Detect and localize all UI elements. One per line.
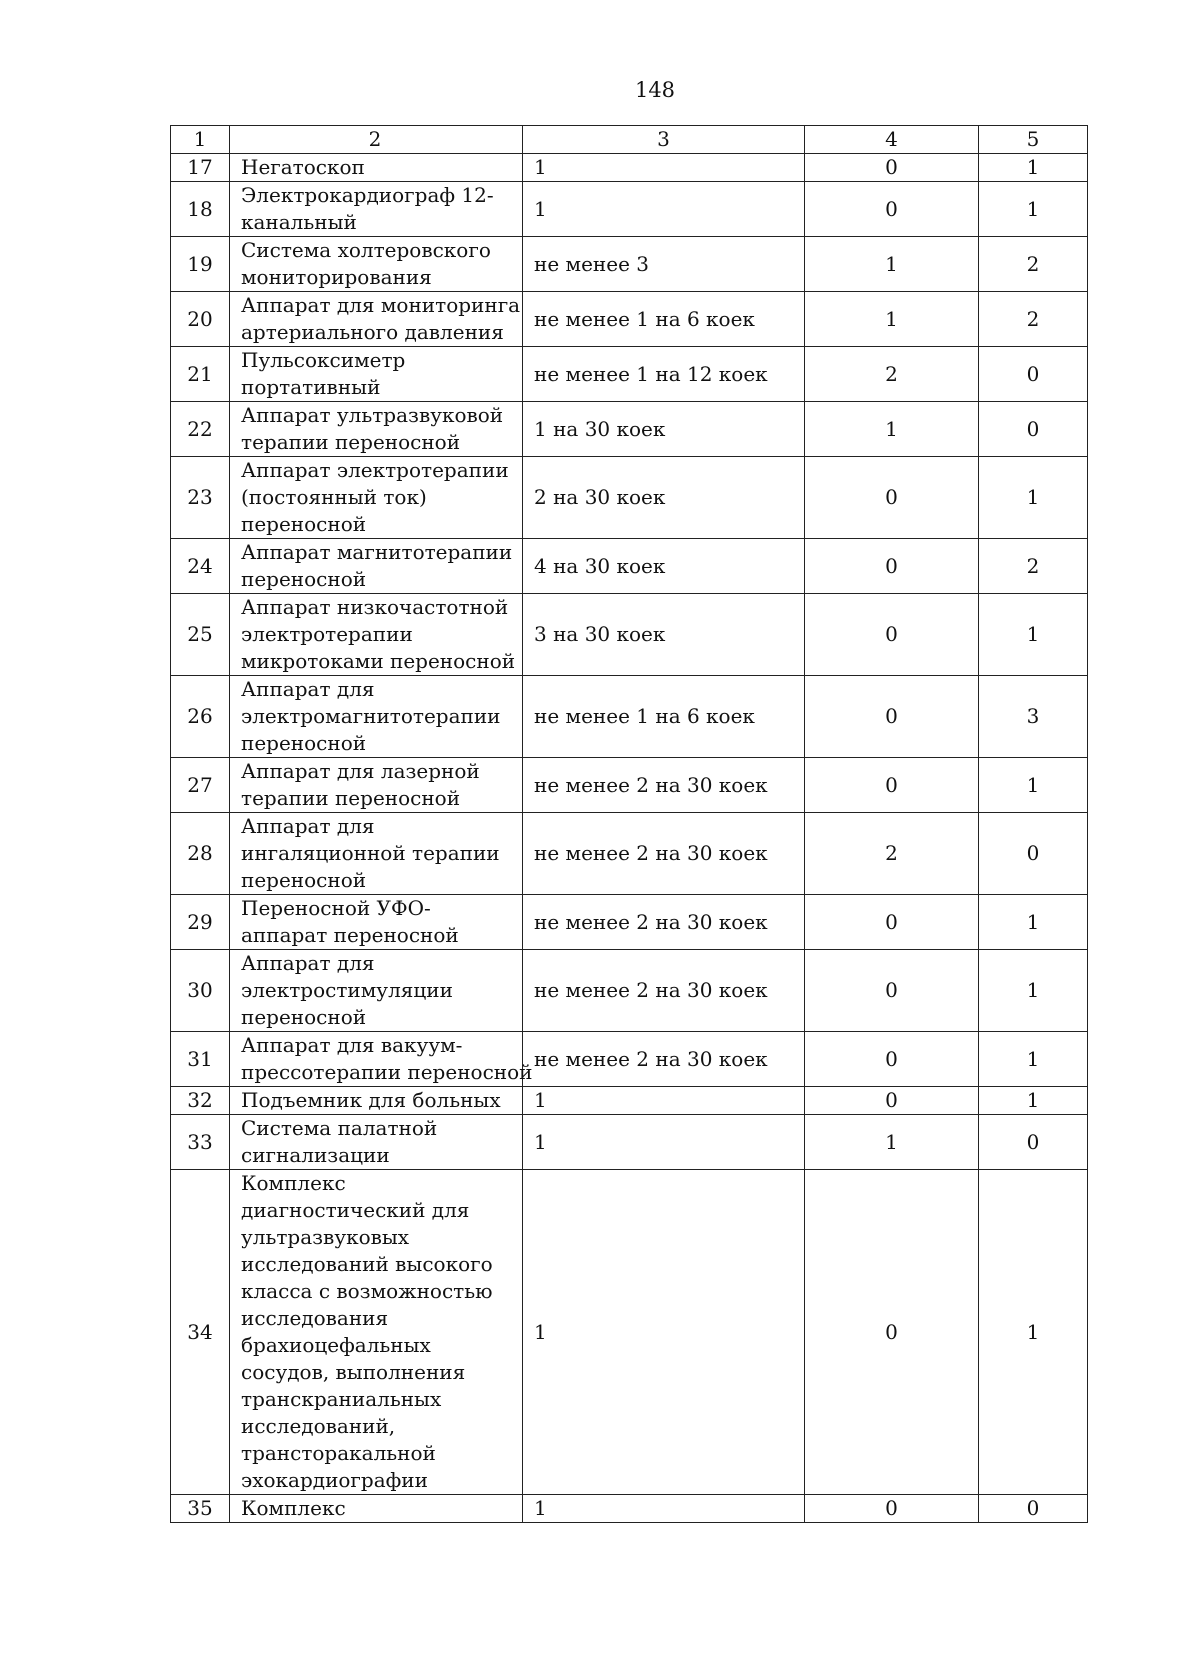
equipment-name-line: артериального давления — [241, 320, 504, 344]
table-row — [171, 292, 1088, 347]
row-number-cell: 27 — [171, 758, 230, 813]
quantity-cell: 1 — [523, 1170, 805, 1495]
equipment-name-line: Аппарат для лазерной — [241, 759, 480, 783]
equipment-name-line: ингаляционной терапии — [241, 841, 500, 865]
equipment-name-line: переносной — [241, 512, 367, 536]
table-row — [171, 1170, 1088, 1495]
equipment-name-cell — [230, 182, 523, 237]
equipment-name-line: переносной — [241, 567, 367, 591]
row-number-cell: 31 — [171, 1032, 230, 1087]
row-number-cell: 30 — [171, 950, 230, 1032]
equipment-name-line: терапии переносной — [241, 430, 461, 454]
column-5-cell: 0 — [979, 347, 1088, 402]
equipment-name-cell — [230, 1170, 523, 1495]
column-4-cell: 1 — [805, 1115, 979, 1170]
equipment-table-body — [171, 126, 1088, 1523]
column-4-cell: 0 — [805, 1032, 979, 1087]
quantity-cell: не менее 1 на 6 коек — [523, 676, 805, 758]
equipment-name-line: Аппарат для мониторинга — [241, 293, 521, 317]
equipment-name-line: сигнализации — [241, 1143, 390, 1167]
quantity-cell: не менее 2 на 30 коек — [523, 758, 805, 813]
table-row — [171, 594, 1088, 676]
equipment-name-line: переносной — [241, 868, 367, 892]
column-4-cell: 0 — [805, 182, 979, 237]
table-row — [171, 1032, 1088, 1087]
table-row — [171, 347, 1088, 402]
equipment-name-line: ультразвуковых — [241, 1225, 410, 1249]
quantity-cell: не менее 2 на 30 коек — [523, 813, 805, 895]
row-number-cell: 18 — [171, 182, 230, 237]
row-number-cell: 19 — [171, 237, 230, 292]
column-5-cell: 1 — [979, 1170, 1088, 1495]
equipment-name-line: электростимуляции — [241, 978, 453, 1002]
table-row — [171, 895, 1088, 950]
column-4-cell: 2 — [805, 347, 979, 402]
equipment-name-line: исследований, — [241, 1414, 396, 1438]
quantity-cell: 1 — [523, 1087, 805, 1115]
column-4-cell: 2 — [805, 813, 979, 895]
column-5-cell: 1 — [979, 895, 1088, 950]
quantity-cell: не менее 1 на 6 коек — [523, 292, 805, 347]
quantity-cell: 1 — [523, 154, 805, 182]
column-5-cell: 2 — [979, 237, 1088, 292]
column-4-cell: 0 — [805, 895, 979, 950]
equipment-name-line: исследования — [241, 1306, 389, 1330]
table-row — [171, 1115, 1088, 1170]
equipment-name-line: Аппарат ультразвуковой — [241, 403, 504, 427]
column-5-cell: 0 — [979, 1115, 1088, 1170]
table-row — [171, 182, 1088, 237]
column-5-cell: 3 — [979, 676, 1088, 758]
row-number-cell: 33 — [171, 1115, 230, 1170]
row-number-cell: 21 — [171, 347, 230, 402]
column-5-cell: 1 — [979, 594, 1088, 676]
equipment-name-line: исследований высокого — [241, 1252, 493, 1276]
column-5-cell: 0 — [979, 813, 1088, 895]
equipment-name-line: Комплекс — [241, 1496, 346, 1520]
equipment-name-cell — [230, 758, 523, 813]
row-number-cell: 35 — [171, 1495, 230, 1523]
equipment-name-line: Комплекс — [241, 1171, 346, 1195]
equipment-name-line: класса с возможностью — [241, 1279, 493, 1303]
quantity-cell: не менее 1 на 12 коек — [523, 347, 805, 402]
equipment-name-line: Аппарат для — [241, 814, 375, 838]
column-5-cell: 1 — [979, 154, 1088, 182]
equipment-name-cell — [230, 292, 523, 347]
quantity-cell: 1 — [523, 1115, 805, 1170]
equipment-name-cell — [230, 1032, 533, 1087]
column-5-cell: 1 — [979, 457, 1088, 539]
quantity-cell: не менее 2 на 30 коек — [523, 895, 805, 950]
row-number-cell: 20 — [171, 292, 230, 347]
column-header: 5 — [979, 126, 1088, 154]
equipment-name-line: терапии переносной — [241, 786, 461, 810]
equipment-name-line: Аппарат для вакуум- — [241, 1033, 463, 1057]
quantity-cell: 3 на 30 коек — [523, 594, 805, 676]
table-row — [171, 237, 1088, 292]
equipment-name-line: электромагнитотерапии — [241, 704, 501, 728]
equipment-name-line: брахиоцефальных — [241, 1333, 431, 1357]
equipment-name-cell — [230, 1115, 523, 1170]
row-number-cell: 17 — [171, 154, 230, 182]
equipment-name-line: Аппарат для — [241, 677, 375, 701]
column-5-cell: 2 — [979, 292, 1088, 347]
table-row — [171, 539, 1088, 594]
equipment-name-line: Аппарат электротерапии — [241, 458, 509, 482]
quantity-cell: не менее 2 на 30 коек — [523, 1032, 805, 1087]
equipment-name-line: трансторакальной — [241, 1441, 436, 1465]
table-row — [171, 950, 1088, 1032]
equipment-name-cell — [230, 1495, 523, 1523]
column-5-cell: 0 — [979, 402, 1088, 457]
column-4-cell: 0 — [805, 539, 979, 594]
quantity-cell: не менее 3 — [523, 237, 805, 292]
column-5-cell: 1 — [979, 950, 1088, 1032]
equipment-name-line: диагностический для — [241, 1198, 470, 1222]
equipment-name-line: Негатоскоп — [241, 155, 365, 179]
column-5-cell: 2 — [979, 539, 1088, 594]
equipment-name-line: Подъемник для больных — [241, 1088, 501, 1112]
equipment-name-line: Переносной УФО- — [241, 896, 431, 920]
table-row — [171, 1495, 1088, 1523]
equipment-name-line: переносной — [241, 731, 367, 755]
column-4-cell: 1 — [805, 402, 979, 457]
equipment-name-line: переносной — [241, 1005, 367, 1029]
column-header: 2 — [230, 126, 523, 154]
column-4-cell: 0 — [805, 154, 979, 182]
equipment-name-line: прессотерапии переносной — [241, 1060, 533, 1084]
quantity-cell: 1 — [523, 182, 805, 237]
equipment-name-line: сосудов, выполнения — [241, 1360, 466, 1384]
column-header: 1 — [171, 126, 230, 154]
equipment-name-cell — [230, 594, 523, 676]
column-4-cell: 0 — [805, 676, 979, 758]
table-row — [171, 1087, 1088, 1115]
equipment-name-line: мониторирования — [241, 265, 432, 289]
column-4-cell: 0 — [805, 950, 979, 1032]
table-header-row — [171, 126, 1088, 154]
quantity-cell: 1 на 30 коек — [523, 402, 805, 457]
equipment-name-cell — [230, 895, 523, 950]
equipment-name-cell — [230, 813, 523, 895]
column-4-cell: 0 — [805, 457, 979, 539]
column-5-cell: 0 — [979, 1495, 1088, 1523]
row-number-cell: 32 — [171, 1087, 230, 1115]
row-number-cell: 24 — [171, 539, 230, 594]
row-number-cell: 25 — [171, 594, 230, 676]
table-row — [171, 813, 1088, 895]
column-4-cell: 0 — [805, 758, 979, 813]
equipment-name-cell — [230, 154, 523, 182]
column-4-cell: 0 — [805, 594, 979, 676]
equipment-name-line: канальный — [241, 210, 357, 234]
quantity-cell: 4 на 30 коек — [523, 539, 805, 594]
row-number-cell: 28 — [171, 813, 230, 895]
column-header: 3 — [523, 126, 805, 154]
quantity-cell: 2 на 30 коек — [523, 457, 805, 539]
equipment-name-line: Пульсоксиметр — [241, 348, 406, 372]
equipment-name-cell — [230, 402, 523, 457]
equipment-name-cell — [230, 1087, 523, 1115]
column-5-cell: 1 — [979, 1032, 1088, 1087]
row-number-cell: 29 — [171, 895, 230, 950]
equipment-name-line: Аппарат низкочастотной — [241, 595, 509, 619]
column-4-cell: 0 — [805, 1087, 979, 1115]
table-row — [171, 758, 1088, 813]
row-number-cell: 23 — [171, 457, 230, 539]
table-row — [171, 457, 1088, 539]
equipment-name-cell — [230, 237, 523, 292]
table-row — [171, 676, 1088, 758]
equipment-name-line: Система холтеровского — [241, 238, 491, 262]
column-5-cell: 1 — [979, 758, 1088, 813]
equipment-name-line: Система палатной — [241, 1116, 438, 1140]
column-5-cell: 1 — [979, 182, 1088, 237]
column-4-cell: 1 — [805, 237, 979, 292]
equipment-name-cell — [230, 539, 523, 594]
equipment-name-cell — [230, 950, 523, 1032]
quantity-cell: 1 — [523, 1495, 805, 1523]
equipment-name-line: аппарат переносной — [241, 923, 459, 947]
equipment-name-line: Электрокардиограф 12- — [241, 183, 494, 207]
equipment-name-line: электротерапии — [241, 622, 413, 646]
equipment-name-line: транскраниальных — [241, 1387, 442, 1411]
row-number-cell: 26 — [171, 676, 230, 758]
column-header: 4 — [805, 126, 979, 154]
page-number: 148 — [634, 78, 676, 102]
equipment-name-cell — [230, 676, 523, 758]
table-row — [171, 154, 1088, 182]
column-4-cell: 0 — [805, 1495, 979, 1523]
equipment-name-line: (постоянный ток) — [241, 485, 427, 509]
equipment-name-line: Аппарат для — [241, 951, 375, 975]
quantity-cell: не менее 2 на 30 коек — [523, 950, 805, 1032]
row-number-cell: 34 — [171, 1170, 230, 1495]
equipment-name-cell — [230, 457, 523, 539]
equipment-name-cell — [230, 347, 523, 402]
column-4-cell: 0 — [805, 1170, 979, 1495]
equipment-table — [170, 125, 1088, 1523]
equipment-name-line: микротоками переносной — [241, 649, 516, 673]
table-row — [171, 402, 1088, 457]
column-4-cell: 1 — [805, 292, 979, 347]
equipment-name-line: эхокардиографии — [241, 1468, 428, 1492]
equipment-name-line: портативный — [241, 375, 381, 399]
column-5-cell: 1 — [979, 1087, 1088, 1115]
row-number-cell: 22 — [171, 402, 230, 457]
equipment-name-line: Аппарат магнитотерапии — [241, 540, 513, 564]
